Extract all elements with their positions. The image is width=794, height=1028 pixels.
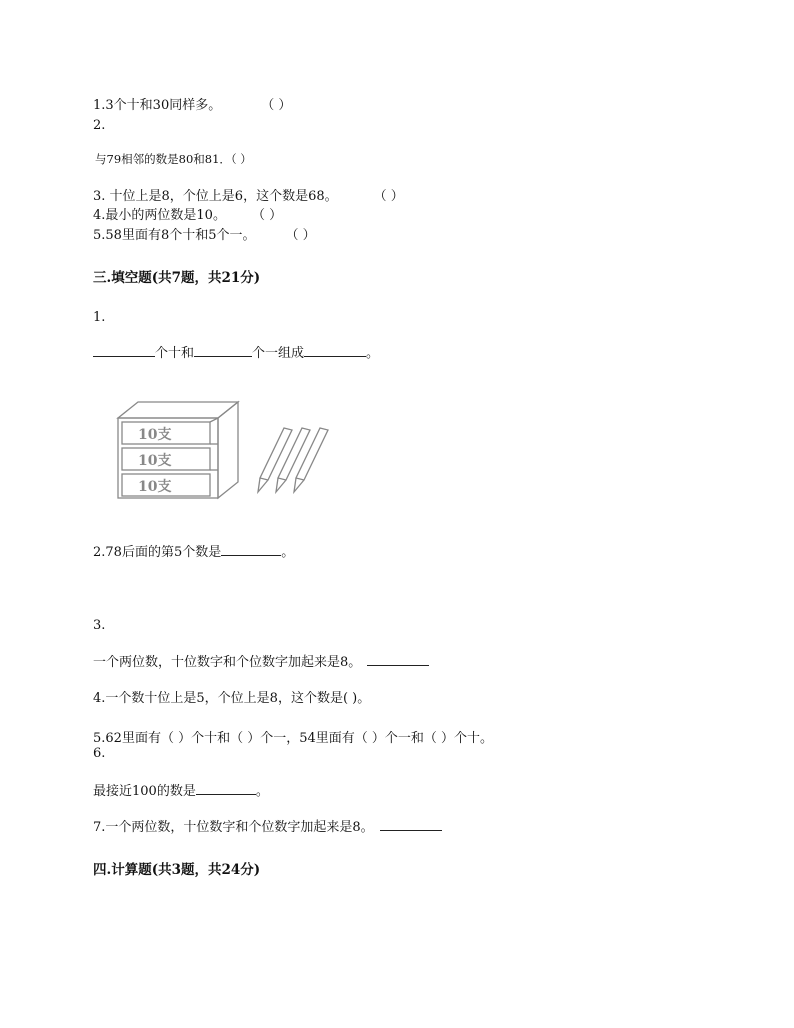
answer-parentheses[interactable]: （ ） [285, 228, 316, 243]
fill-question-3 [93, 651, 429, 670]
fill-question-4: 4.一个数十位上是5，个位上是8，这个数是( )。 [93, 691, 371, 706]
answer-blank[interactable] [380, 829, 442, 831]
answer-blank[interactable] [93, 355, 155, 357]
judge-question-4 [93, 204, 282, 223]
pencil-bundle-figure [110, 398, 340, 510]
question-text: 7.一个两位数，十位数字和个位数字加起来是8。 [93, 820, 374, 835]
fill-question-5: 5.62里面有（ ）个十和（ ）个一，54里面有（ ）个一和（ ）个十。 [93, 731, 494, 746]
answer-parentheses[interactable]: （ ） [251, 208, 283, 223]
answer-blank[interactable] [196, 793, 256, 795]
question-text: 。 [255, 784, 269, 799]
question-text: 3. 十位上是8，个位上是6，这个数是68。 [93, 189, 338, 204]
judge-question-3 [93, 185, 404, 204]
fill-question-6 [93, 780, 269, 799]
fill-question-1-number: 1. [93, 310, 106, 325]
question-text: 。 [366, 346, 380, 361]
judge-question-5 [93, 224, 316, 243]
answer-blank[interactable] [221, 554, 281, 556]
answer-blank[interactable] [367, 664, 429, 666]
answer-parentheses[interactable]: （ ） [373, 189, 404, 204]
question-text: 。 [281, 545, 295, 560]
answer-parentheses[interactable]: （ ） [261, 98, 292, 113]
question-text: 个十和 [155, 346, 195, 361]
judge-question-2 [95, 151, 252, 167]
question-text: 1.3个十和30同样多。 [93, 98, 222, 113]
judge-question-2-number [93, 118, 105, 133]
question-text: 5.58里面有8个十和5个一。 [93, 228, 256, 243]
box-row-label: 10支 [138, 427, 172, 443]
box-row-label: 10支 [138, 479, 172, 495]
question-text: 与79相邻的数是80和81．（ ） [95, 152, 252, 166]
question-text: 2.78后面的第5个数是 [93, 545, 222, 560]
fill-question-7 [93, 816, 442, 835]
pencil-icons [258, 428, 328, 492]
question-number: 2. [93, 118, 106, 133]
question-text: 个一组成 [252, 346, 305, 361]
pencil-bundle-illustration [110, 398, 340, 506]
fill-question-2 [93, 541, 294, 560]
box-row-label: 10支 [138, 453, 172, 469]
fill-question-3-number: 3. [93, 618, 106, 633]
judge-question-1 [93, 94, 291, 113]
fill-question-6-number: 6. [93, 746, 106, 761]
question-text: 一个两位数，十位数字和个位数字加起来是8。 [93, 655, 362, 670]
answer-blank[interactable] [194, 355, 252, 357]
section-3-title: 三.填空题(共7题，共21分) [93, 270, 261, 286]
answer-blank[interactable] [304, 355, 366, 357]
fill-question-1 [93, 342, 379, 361]
question-text: 最接近100的数是 [93, 784, 196, 799]
question-text: 4.最小的两位数是10。 [93, 208, 226, 223]
section-4-title: 四.计算题(共3题，共24分) [93, 862, 261, 878]
